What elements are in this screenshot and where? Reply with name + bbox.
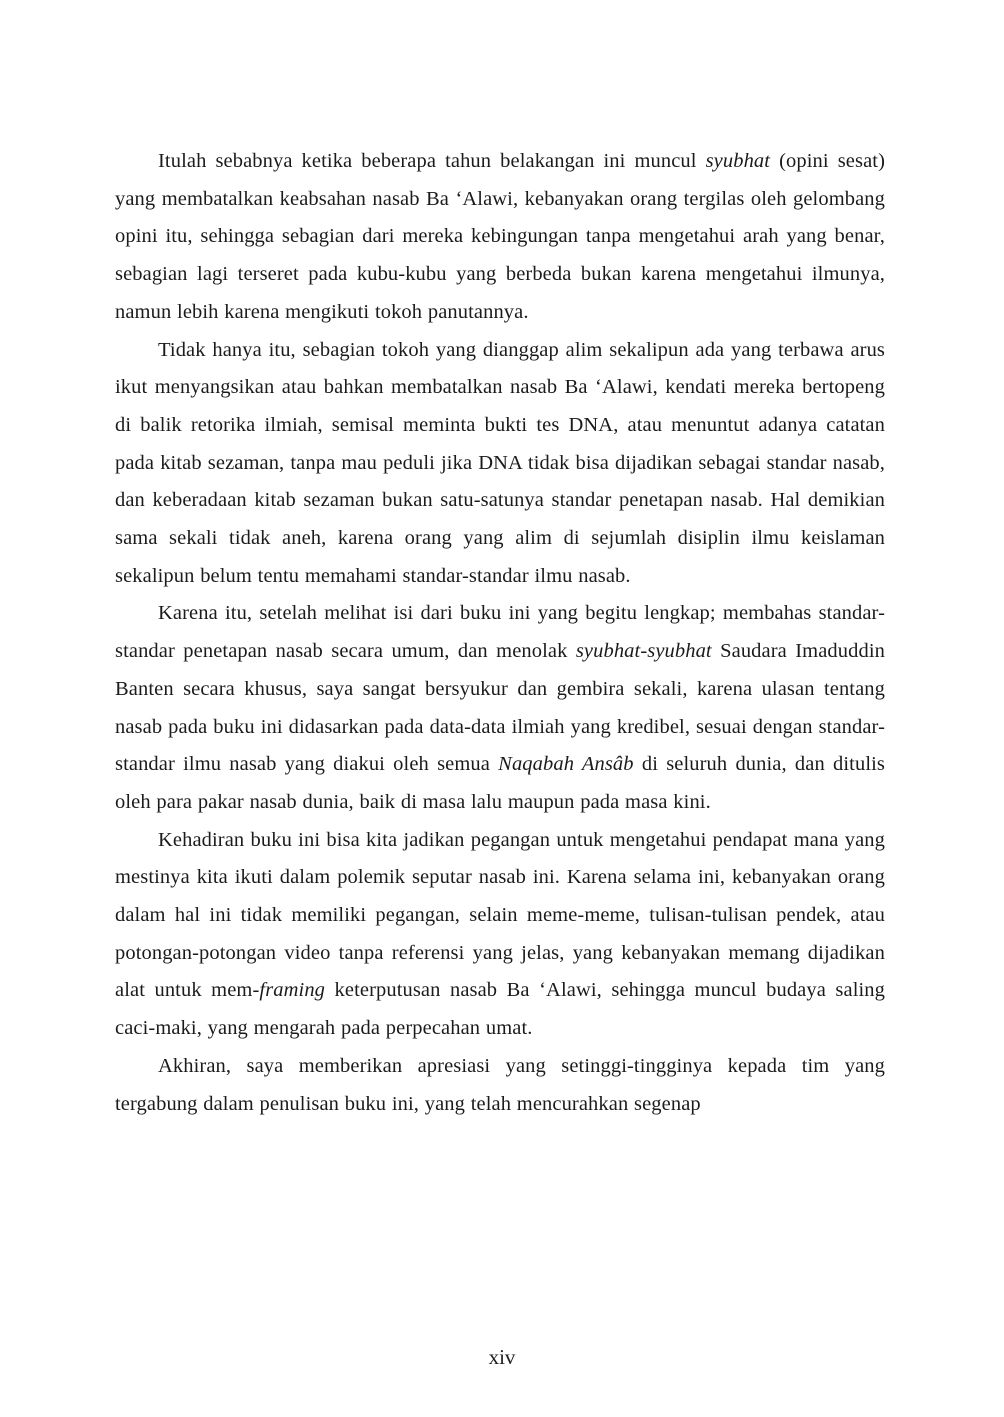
paragraph	[115, 143, 885, 332]
italic-text-segment: framing	[259, 979, 326, 1002]
text-segment: (opini sesat) yang membatalkan keabsahan nasab Ba ‘Alawi, kebanyakan orang tergilas oleh gelombang opini itu, sehingga sebagian dari mereka kebingungan tanpa mengetahui arah yang benar, sebagian lagi terseret pada kubu-kubu yang berbeda bukan karena mengetahui ilmunya, namun lebih karena mengikuti tokoh panutannya.	[115, 150, 885, 323]
paragraph	[115, 1048, 885, 1123]
text-segment: di seluruh dunia, dan ditulis oleh para pakar nasab dunia, baik di masa lalu maupun pada masa kini.	[115, 753, 885, 813]
paragraph	[115, 332, 885, 596]
text-segment: Saudara Imaduddin Banten secara khusus, saya sangat bersyukur dan gembira sekali, karena ulasan tentang nasab pada buku ini didasarkan pada data-data ilmiah yang kredibel, sesuai dengan standar-standar ilmu nasab yang diakui oleh semua	[115, 640, 885, 776]
text-segment: Tidak hanya itu, sebagian tokoh yang dianggap alim sekalipun ada yang terbawa arus ikut menyangsikan atau bahkan membatalkan nasab Ba ‘Alawi, kendati mereka bertopeng di balik retorika ilmiah, semisal meminta bukti tes DNA, atau menuntut adanya catatan pada kitab sezaman, tanpa mau peduli jika DNA tidak bisa dijadikan sebagai standar nasab, dan keberadaan kitab sezaman bukan satu-satunya standar penetapan nasab. Hal demikian sama sekali tidak aneh, karena orang yang alim di sejumlah disiplin ilmu keislaman sekalipun belum tentu memahami standar-standar ilmu nasab.	[115, 338, 885, 587]
page-number: xiv	[488, 1345, 516, 1369]
paragraph	[115, 595, 885, 821]
text-segment: Akhiran, saya memberikan apresiasi yang setinggi-tingginya kepada tim yang tergabung dalam penulisan buku ini, yang telah mencurahkan segenap	[115, 1054, 885, 1115]
text-segment: keterputusan nasab Ba ‘Alawi, sehingga muncul budaya saling caci-maki, yang mengarah pada perpecahan umat.	[115, 979, 885, 1040]
text-segment: Kehadiran buku ini bisa kita jadikan pegangan untuk mengetahui pendapat mana yang mestinya kita ikuti dalam polemik seputar nasab ini. Karena selama ini, kebanyakan orang dalam hal ini tidak memiliki pegangan, selain meme-meme, tulisan-tulisan pendek, atau potongan-potongan video tanpa referensi yang jelas, yang kebanyakan memang dijadikan alat untuk mem-	[115, 828, 885, 1002]
page-text	[115, 143, 885, 1123]
text-segment: Itulah sebabnya ketika beberapa tahun belakangan ini muncul	[158, 150, 706, 172]
italic-text-segment: Naqabah Ansâb	[498, 753, 634, 776]
text-segment: Karena itu, setelah melihat isi dari buku ini yang begitu lengkap; membahas standar-standar penetapan nasab secara umum, dan menolak	[115, 602, 885, 663]
italic-text-segment: syubhat	[705, 150, 771, 172]
italic-text-segment: syubhat-syubhat	[575, 640, 712, 663]
paragraph	[115, 822, 885, 1048]
